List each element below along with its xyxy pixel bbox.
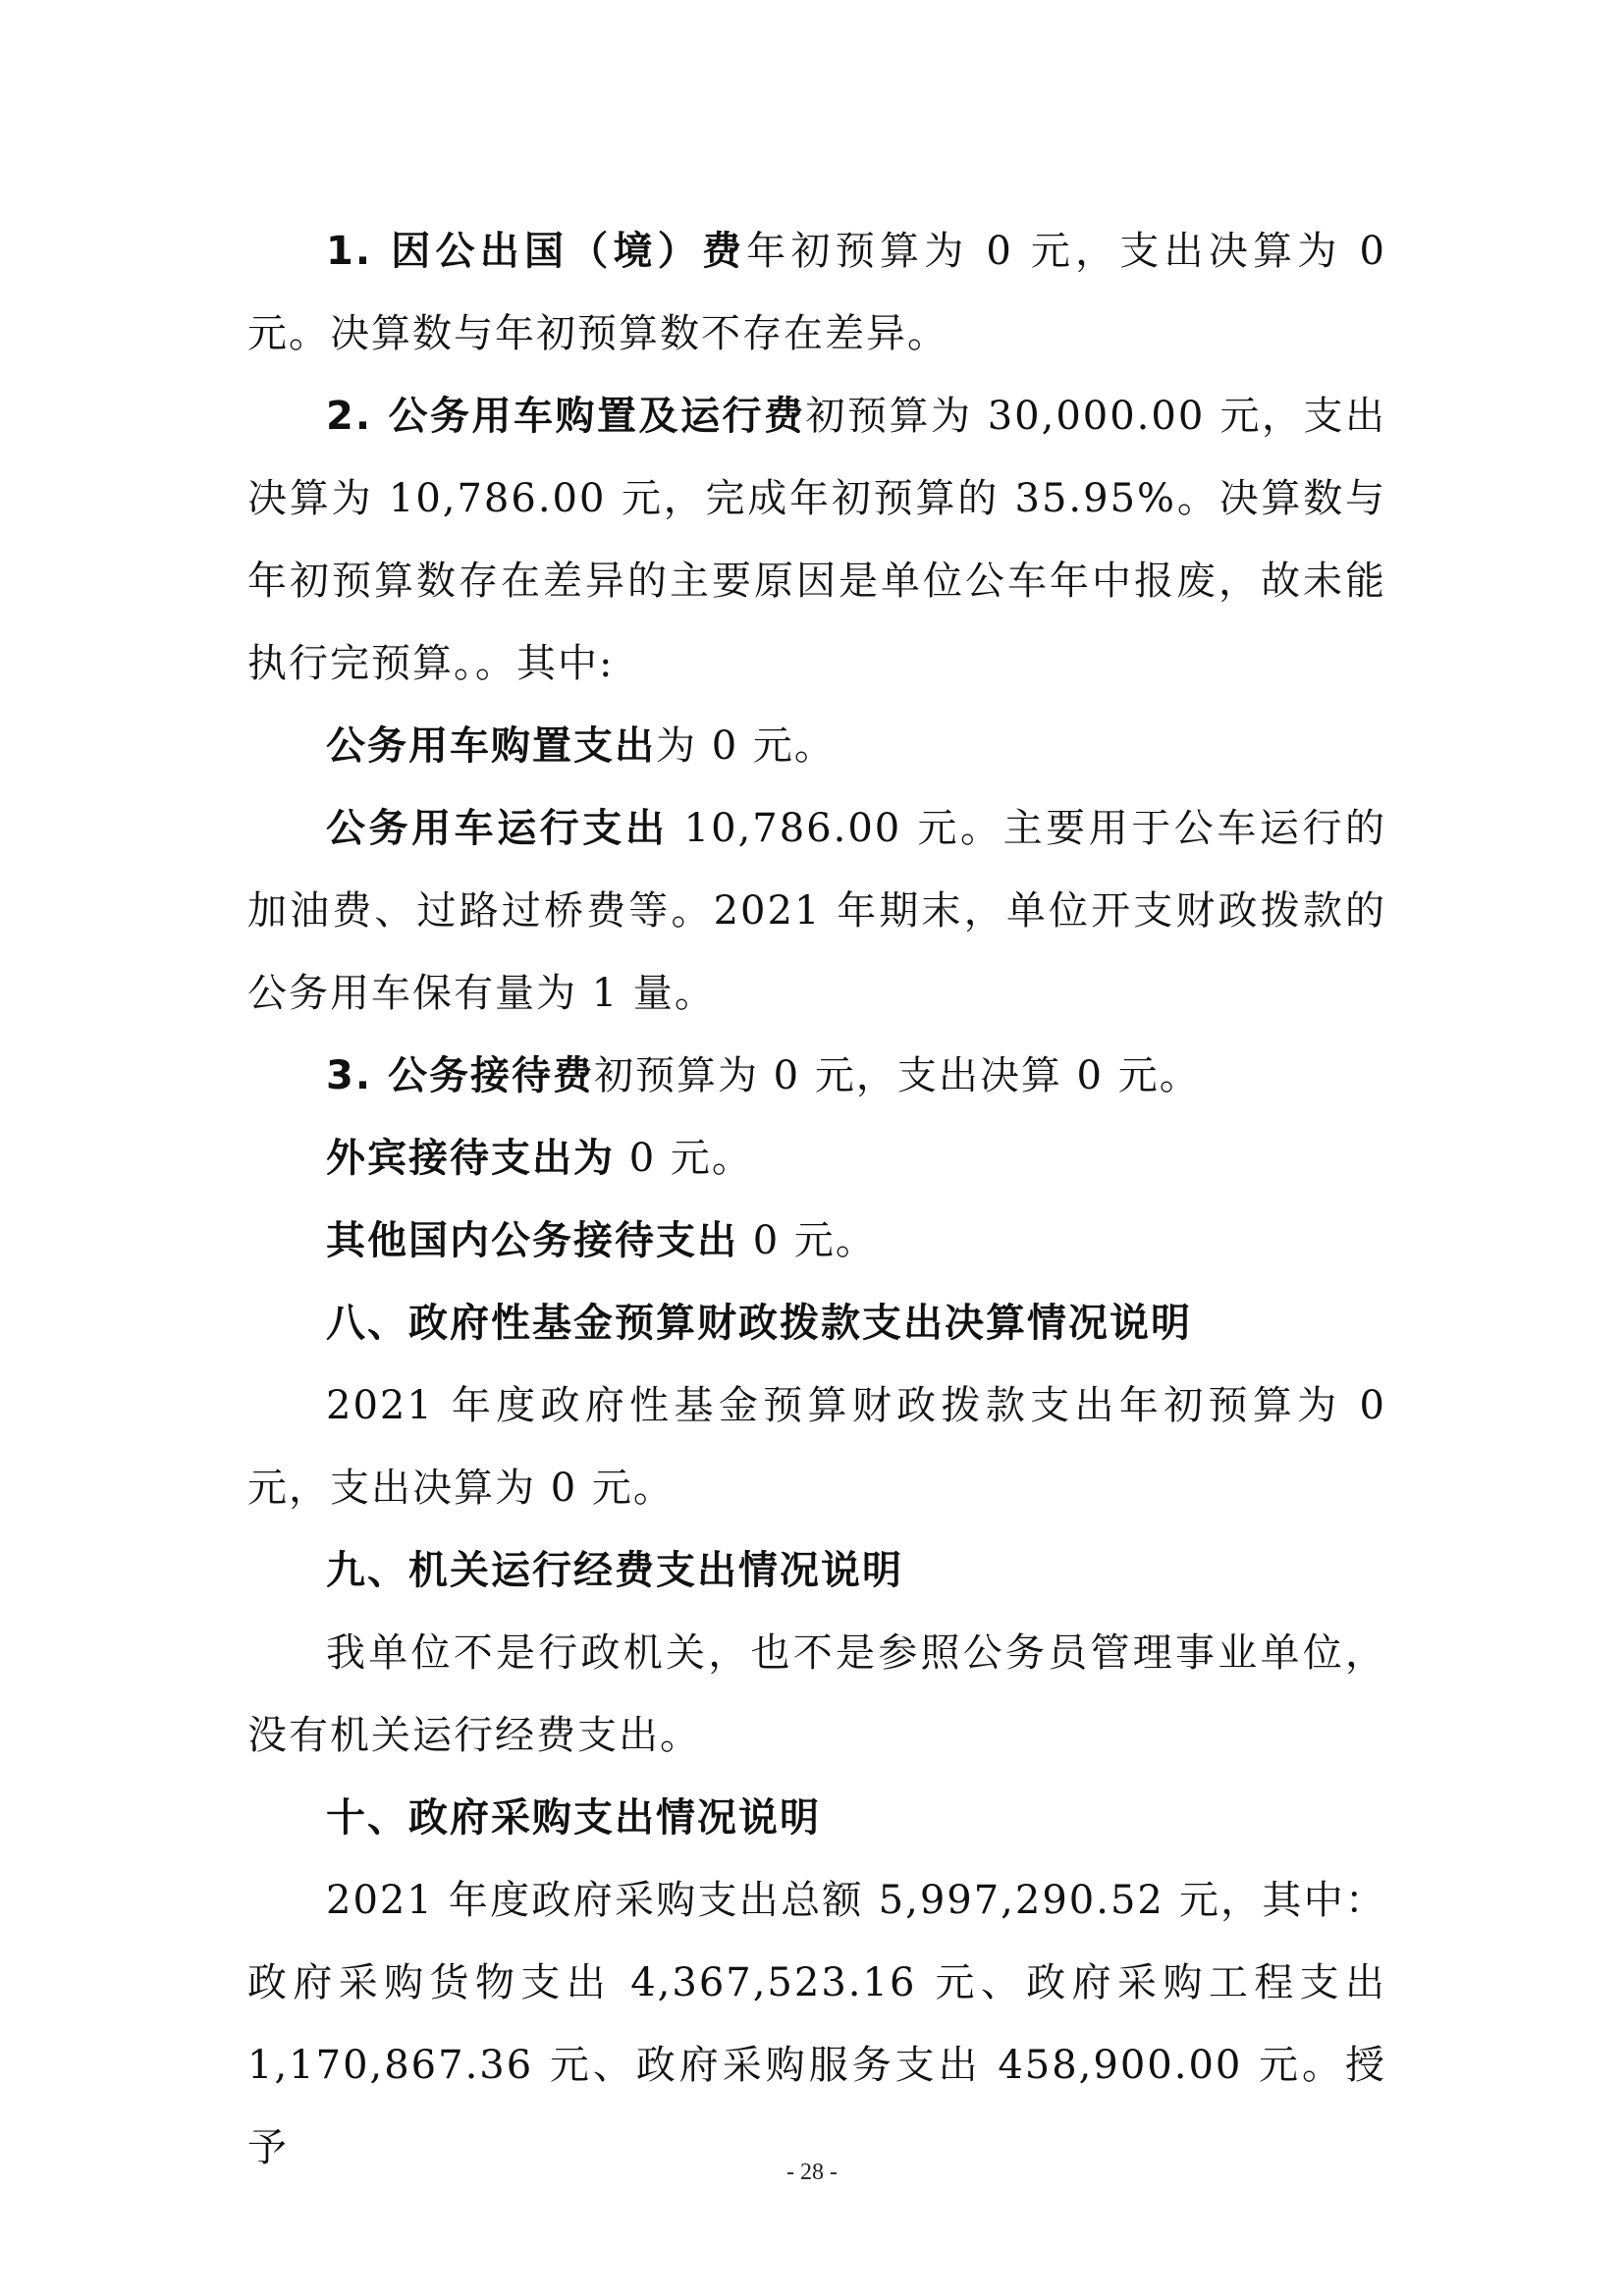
paragraph-foreign-guest [247,1117,1386,1200]
paragraph-vehicle-operation [247,787,1386,1035]
text-overseas-travel: 年初预算为 0 元，支出决算为 0 元。决算数与年初预算数不存在差异。 [247,229,1386,356]
text-domestic-reception: 0 元。 [738,1218,877,1263]
lead-vehicle-operation: 公务用车运行支出 [326,806,669,851]
heading-section-10: 十、政府采购支出情况说明 [326,1795,821,1841]
paragraph-reception [247,1035,1386,1117]
text-vehicle-operation: 10,786.00 元。主要用于公车运行的加油费、过路过桥费等。2021 年期末，单位开支财政拨款的公务用车保有量为 1 量。 [247,806,1387,1016]
lead-foreign-guest: 外宾接待支出为 [326,1136,615,1181]
lead-vehicle-costs: 2. 公务用车购置及运行费 [326,394,806,439]
paragraph-section-9: 我单位不是行政机关，也不是参照公务员管理事业单位，没有机关运行经费支出。 [247,1630,1386,1758]
text-vehicle-purchase: 为 0 元。 [656,723,836,769]
heading-section-9: 九、机关运行经费支出情况说明 [326,1548,903,1593]
paragraph-vehicle-purchase [247,705,1386,787]
text-reception: 初预算为 0 元，支出决算 0 元。 [593,1053,1201,1098]
paragraph-section-8: 2021 年度政府性基金预算财政拨款支出年初预算为 0 元，支出决算为 0 元。 [247,1383,1386,1511]
text-vehicle-costs: 初预算为 30,000.00 元，支出决算为 10,786.00 元，完成年初预算的 35.95%。决算数与年初预算数存在差异的主要原因是单位公车年中报废，故未能执行完预算。。其中: [247,394,1387,686]
lead-vehicle-purchase: 公务用车购置支出 [326,723,656,769]
paragraph-overseas-travel [247,210,1386,375]
paragraph-section-10: 2021 年度政府采购支出总额 5,997,290.52 元，其中：政府采购货物支出 4,367,523.16 元、政府采购工程支出 1,170,867.36 元、政府采购服务支出 458,900.00 元。授予 [247,1878,1386,2170]
lead-reception: 3. 公务接待费 [326,1053,594,1098]
paragraph-domestic-reception [247,1200,1386,1282]
lead-overseas-travel: 1. 因公出国（境）费 [326,229,747,274]
paragraph-vehicle-costs [247,375,1386,705]
text-foreign-guest: 0 元。 [615,1136,753,1181]
heading-section-8: 八、政府性基金预算财政拨款支出决算情况说明 [326,1301,1192,1346]
lead-domestic-reception: 其他国内公务接待支出 [326,1218,738,1263]
page-number: - 28 - [786,2160,838,2185]
document-body [247,210,1386,2189]
